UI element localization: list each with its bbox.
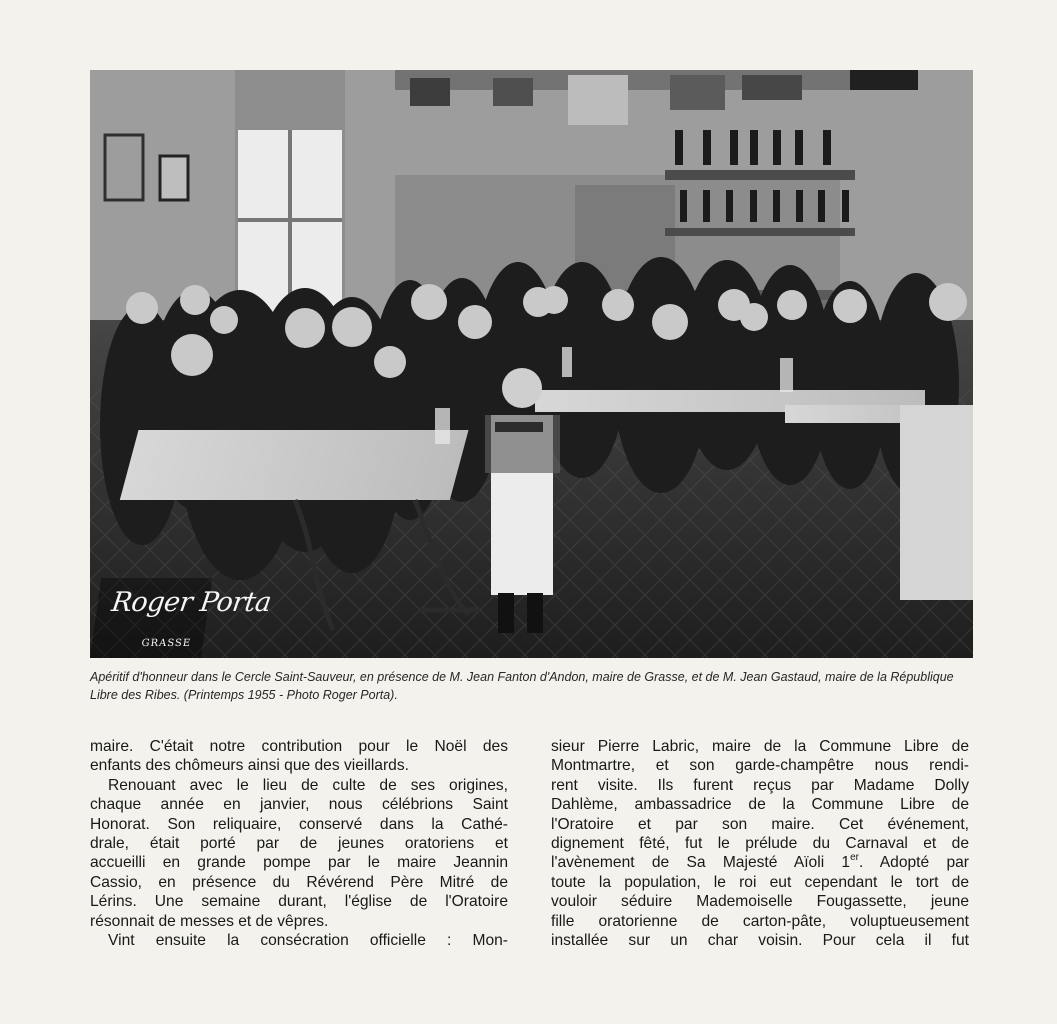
right-line-11: installée sur un char voisin. Pour cela il fut bbox=[551, 932, 969, 950]
right-line-7-part-1: l'avènement de Sa Majesté Aïoli 1 bbox=[551, 854, 851, 872]
left-line-4: chaque année en janvier, nous célébrions Saint bbox=[90, 796, 508, 814]
right-line-6: dignement fêté, fut le prélude du Carnaval et de bbox=[551, 835, 969, 853]
left-line-9: Lérins. Une semaine durant, l'église de l'Oratoire bbox=[90, 893, 508, 911]
left-line-7: accueilli en grande pompe par le maire Jeannin bbox=[90, 854, 508, 872]
right-line-3: rent visite. Ils furent reçus par Madame Dolly bbox=[551, 776, 969, 794]
photo bbox=[90, 70, 973, 658]
left-line-10: résonnait de messes et de vêpres. bbox=[90, 912, 329, 930]
left-line-5: Honorat. Son reliquaire, conservé dans la Cathé- bbox=[90, 815, 508, 833]
left-text-column bbox=[90, 737, 508, 950]
right-line-7 bbox=[551, 853, 969, 872]
right-text-column bbox=[551, 737, 969, 950]
left-line-11: Vint ensuite la consécration officielle : Mon- bbox=[108, 932, 508, 950]
left-line-1: maire. C'était notre contribution pour le Noël des bbox=[90, 738, 508, 755]
signature-location: GRASSE bbox=[140, 638, 192, 649]
right-line-7-superscript: er bbox=[850, 852, 860, 864]
right-line-9: vouloir séduire Mademoiselle Fougassette, jeune bbox=[551, 893, 969, 911]
left-line-3: Renouant avec le lieu de culte de ses origines, bbox=[108, 776, 508, 794]
left-line-8: Cassio, en présence du Révérend Père Mitré de bbox=[90, 873, 508, 891]
left-line-6: drale, était porté par de jeunes oratoriens et bbox=[90, 835, 508, 853]
right-line-2: Montmartre, et son garde-champêtre nous rendi- bbox=[551, 757, 969, 775]
photo-caption: Apéritif d'honneur dans le Cercle Saint-Sauveur, en présence de M. Jean Fanton d'Andon, maire de Grasse, et de M. Jean Gastaud, maire de la République Libre des Ribes. (Printemps 1955 - Photo Roger Porta). bbox=[90, 670, 954, 702]
left-line-2: enfants des chômeurs ainsi que des vieillards. bbox=[90, 757, 409, 775]
photo-illustration bbox=[90, 70, 973, 658]
signature-main: Roger Porta bbox=[109, 587, 274, 618]
right-line-4: Dahlème, ambassadrice de la Commune Libre de bbox=[551, 796, 969, 814]
right-line-1: sieur Pierre Labric, maire de la Commune Libre de bbox=[551, 738, 969, 755]
photo-signature bbox=[90, 578, 274, 658]
right-line-10: fille oratorienne de carton-pâte, voluptueusement bbox=[551, 912, 969, 930]
right-line-8: toute la population, le roi eut cependant le tort de bbox=[551, 873, 969, 891]
right-line-5: l'Oratoire et par son maire. Cet événement, bbox=[551, 815, 969, 833]
right-line-7-part-2: . Adopté par bbox=[859, 854, 969, 872]
